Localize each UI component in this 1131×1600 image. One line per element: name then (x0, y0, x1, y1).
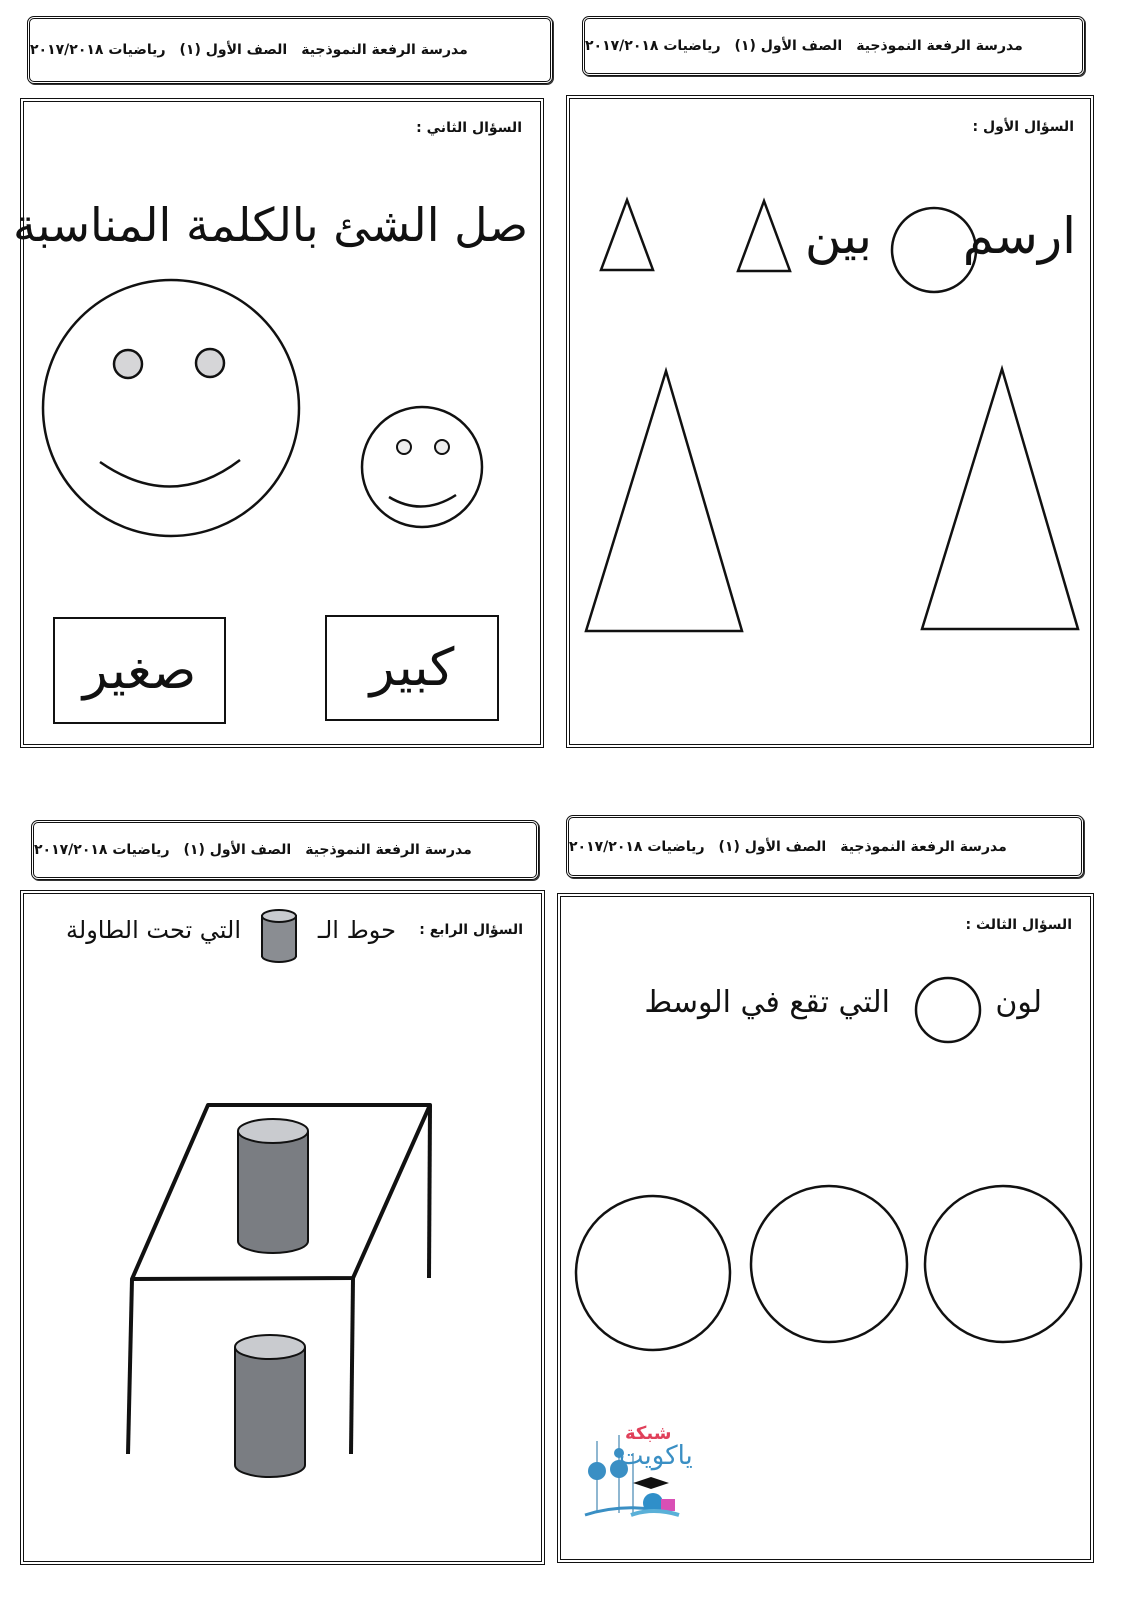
circle-shape-left[interactable] (573, 1193, 733, 1353)
triangle-icon-small-2 (599, 198, 655, 273)
header-q2 (27, 16, 553, 84)
grade-label: الصف الأول (١) (734, 38, 843, 54)
triangle-icon-large-1 (584, 369, 748, 635)
big-smiley-face-icon (40, 277, 302, 539)
header-q1 (582, 16, 1085, 76)
grade-label: الصف الأول (١) (718, 838, 827, 855)
q3-word-color: لون (995, 985, 1042, 1020)
school-name: مدرسة الرفعة النموذجية (301, 42, 468, 58)
circle-icon (889, 205, 979, 295)
table-with-cylinders-illustration (24, 894, 549, 1569)
panel-question-4 (20, 890, 545, 1565)
school-name: مدرسة الرفعة النموذجية (840, 838, 1007, 855)
grade-label: الصف الأول (١) (183, 842, 292, 858)
subject-year: رياضيات ٢٠١٧/٢٠١٨ (30, 42, 166, 58)
triangle-icon-large-2 (920, 367, 1084, 633)
cylinder-on-table (238, 1119, 308, 1253)
circle-icon (913, 975, 983, 1045)
small-smiley-face-icon (360, 405, 484, 529)
circle-shape-middle[interactable] (748, 1183, 910, 1345)
question-1-label: السؤال الأول : (972, 119, 1074, 135)
watermark-text-line1: شبكة (625, 1423, 672, 1444)
graduate-reading-icon (623, 1475, 683, 1520)
school-name: مدرسة الرفعة النموذجية (305, 842, 472, 858)
circle-shape-right[interactable] (922, 1183, 1084, 1345)
grade-label: الصف الأول (١) (179, 42, 288, 58)
q3-instruction-rest: التي تقع في الوسط (644, 985, 890, 1020)
q4-word-circle: حوط الـ (317, 916, 396, 944)
header-q3 (566, 815, 1084, 878)
question-4-label: السؤال الرابع : (419, 922, 523, 938)
subject-year: رياضيات ٢٠١٧/٢٠١٨ (569, 838, 705, 855)
panel-question-3 (557, 893, 1094, 1563)
question-3-label: السؤال الثالث : (965, 917, 1072, 933)
subject-year: رياضيات ٢٠١٧/٢٠١٨ (585, 38, 721, 54)
q1-word-between: بين (804, 207, 872, 265)
panel-question-1 (566, 95, 1094, 748)
question-2-label: السؤال الثاني : (416, 120, 522, 136)
watermark-logo (583, 1423, 693, 1523)
q1-word-draw: ارسم (962, 207, 1076, 265)
header-q4 (31, 820, 539, 880)
word-box-big[interactable]: كبير (325, 615, 499, 721)
cylinder-under-table (235, 1335, 305, 1477)
q4-instruction-rest: التي تحت الطاولة (66, 916, 241, 944)
subject-year: رياضيات ٢٠١٧/٢٠١٨ (34, 842, 170, 858)
word-box-small[interactable]: صغير (53, 617, 226, 724)
q2-instruction: صل الشئ بالكلمة المناسبة (12, 198, 528, 252)
watermark-text-line2: ياكويت (619, 1441, 693, 1471)
triangle-icon-small-1 (736, 199, 792, 274)
school-name: مدرسة الرفعة النموذجية (856, 38, 1023, 54)
panel-question-2 (12, 98, 544, 748)
